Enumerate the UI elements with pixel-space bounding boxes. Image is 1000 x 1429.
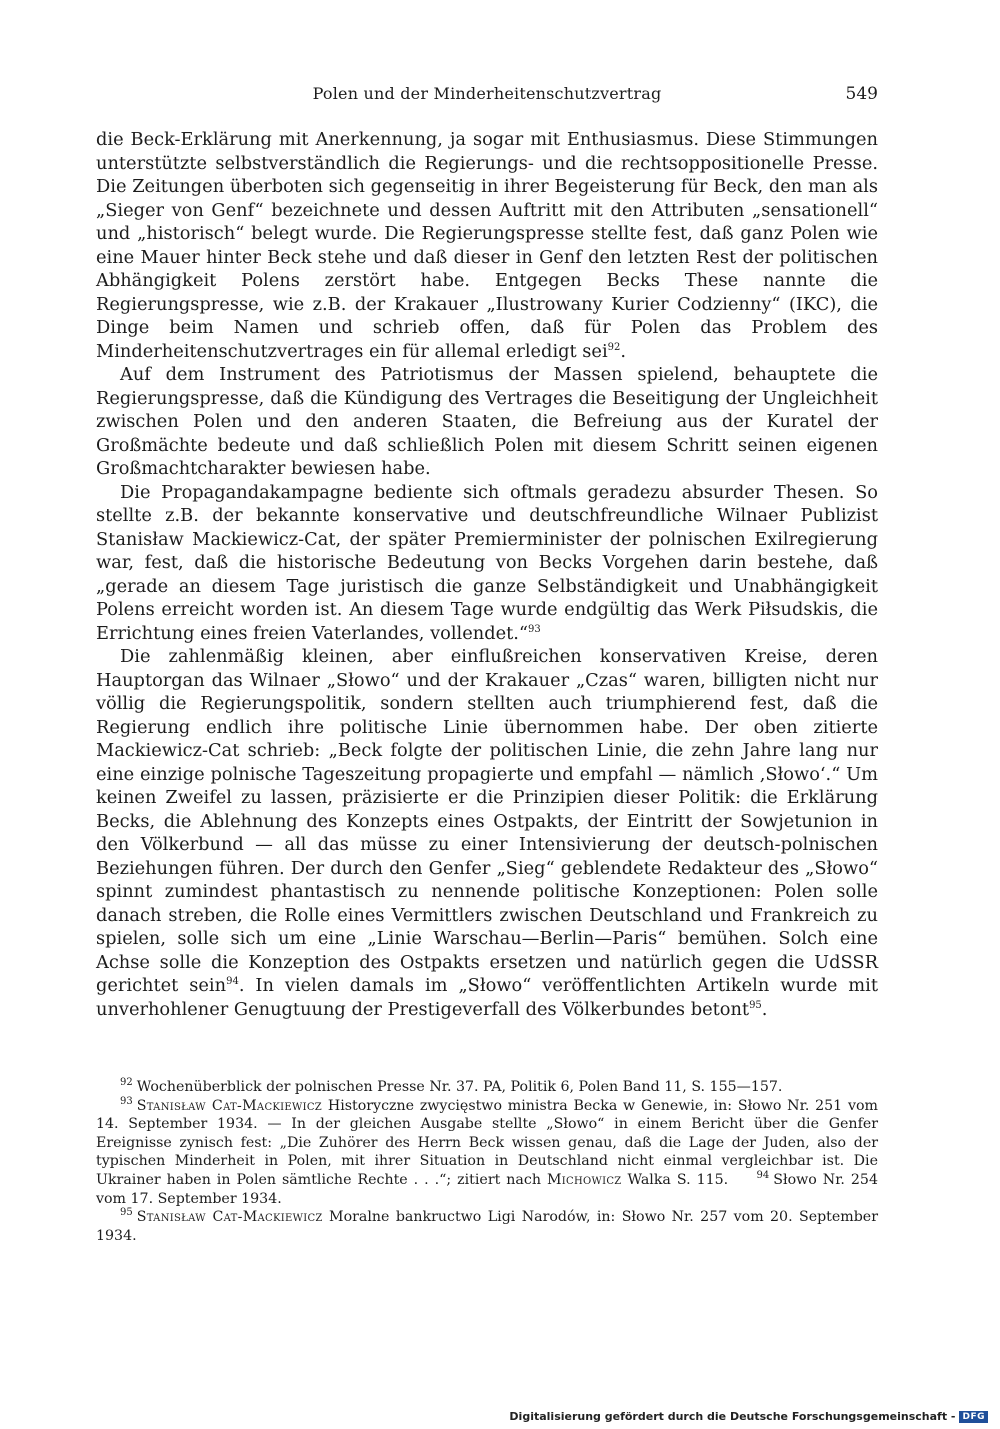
dfg-logo: DFG [959, 1411, 988, 1423]
page-number: 549 [845, 84, 878, 104]
body-text [96, 128, 878, 1021]
footnote-92 [96, 1078, 878, 1097]
footnote-95 [96, 1208, 878, 1245]
paragraph-2-text: Auf dem Instrument des Patriotismus der Massen spielend, behauptete die Regierungspresse, daß die Kündigung des Vertrages die Beseitigung der Ungleichheit zwischen Polen und den anderen Staaten, die Befreiung aus der Kuratel der Großmächte bedeute und daß schließlich Polen mit diesem Schritt seinen eigenen Großmachtcharakter bewiesen habe. [96, 364, 878, 479]
running-head [96, 84, 878, 110]
footnote-93 [96, 1097, 878, 1209]
footnote-93-author-b: Michowicz [546, 1171, 622, 1188]
footnote-95-author: Stanisław Cat-Mackiewicz [136, 1209, 323, 1226]
footnote-92-text: Wochenüberblick der polnischen Presse Nr. 37. PA, Politik 6, Polen Band 11, S. 155—157. [136, 1079, 783, 1095]
note-ref-94: 94 [226, 976, 239, 988]
footnote-95-number: 95 [120, 1207, 133, 1219]
paragraph-4-text-a: Die zahlenmäßig kleinen, aber einflußreichen konservativen Kreise, deren Hauptorgan das Wilnaer „Słowo“ und der Krakauer „Czas“ waren, billigten nicht nur völlig die Regierungspolitik, sondern stellten auch triumphierend fest, daß die Regierung endlich ihre politische Linie übernommen habe. Der oben zitierte Mackiewicz-Cat schrieb: „Beck folgte der politischen Linie, die zehn Jahre lang nur eine einzige polnische Tageszeitung propagierte und empfahl — nämlich ‚Słowo‘.“ Um keinen Zweifel zu lassen, präzisierte er die Prinzipien dieser Politik: die Erklärung Becks, die Ablehnung des Konzepts eines Ostpakts, der Eintritt der Sowjetunion in den Völkerbund — all das müsse zu einer Intensivierung der deutsch-polnischen Beziehungen führen. Der durch den Genfer „Sieg“ geblendete Redakteur des „Słowo“ spinnt zumindest phantastisch zu nennende politische Konzeptionen: Polen solle danach streben, die Rolle eines Vermittlers zwischen Deutschland und Frankreich zu spielen, solle sich um eine „Linie Warschau—Berlin—Paris“ bemühen. Solch eine Achse solle die Konzeption des Ostpakts ersetzen und natürlich gegen die UdSSR gerichtet sein [96, 646, 878, 996]
digitization-credit [509, 1410, 988, 1423]
paragraph-1-end: . [620, 340, 627, 362]
footnote-92-number: 92 [120, 1077, 133, 1089]
credit-text: Digitalisierung gefördert durch die Deutsche Forschungsgemeinschaft - [509, 1410, 956, 1423]
footnotes [96, 1078, 878, 1245]
paragraph-4-end: . [761, 998, 768, 1020]
paragraph-3 [96, 481, 878, 646]
footnote-93-author: Stanisław Cat-Mackiewicz [136, 1097, 323, 1114]
paragraph-4-text-b: . In vielen damals im „Słowo“ veröffentlichten Artikeln wurde mit unverhohlener Genugtuung der Prestigeverfall des Völkerbundes betont [96, 975, 878, 1020]
footnote-94-text: Słowo Nr. 254 vom 17. September 1934. [96, 1171, 878, 1207]
paragraph-1 [96, 128, 878, 363]
note-ref-92: 92 [607, 341, 621, 353]
paragraph-1-text: die Beck-Erklärung mit Anerkennung, ja sogar mit Enthusiasmus. Diese Stimmungen unterstützte selbstverständlich die Regierungs- und die rechtsoppositionelle Presse. Die Zeitungen überboten sich gegenseitig in ihrer Begeisterung für Beck, den man als „Sieger von Genf“ bezeichnete und dessen Auftritt mit den Attributen „sensationell“ und „historisch“ belegt wurde. Die Regierungspresse stellte fest, daß ganz Polen wie eine Mauer hinter Beck stehe und daß dieser in Genf den letzten Rest der politischen Abhängigkeit Polens zerstört habe. Entgegen Becks These nannte die Regierungspresse, wie z.B. der Krakauer „Ilustrowany Kurier Codzienny“ (IKC), die Dinge beim Namen und schrieb offen, daß für Polen das Problem des Minderheitenschutzvertrages ein für allemal erledigt sei [96, 129, 878, 362]
footnote-94-number: 94 [756, 1170, 770, 1182]
note-ref-95: 95 [749, 999, 762, 1011]
running-title: Polen und der Minderheitenschutzvertrag [312, 84, 662, 103]
paragraph-2 [96, 363, 878, 481]
paragraph-4 [96, 645, 878, 1021]
paragraph-3-text: Die Propagandakampagne bediente sich oftmals geradezu absurder Thesen. So stellte z.B. der bekannte konservative und deutschfreundliche Wilnaer Publizist Stanisław Mackiewicz-Cat, der später Premierminister der polnischen Exilregierung war, fest, daß die historische Bedeutung von Becks Vorgehen darin bestehe, daß „gerade an diesem Tage juristisch die ganze Selbständigkeit und Unabhängigkeit Polens erreicht worden ist. An diesem Tage wurde endgültig das Werk Piłsudskis, die Errichtung eines freien Vaterlandes, vollendet.“ [96, 481, 878, 644]
footnote-95-text: Moralne bankructwo Ligi Narodów, in: Słowo Nr. 257 vom 20. September 1934. [96, 1209, 878, 1244]
footnote-93-text-a: Historyczne zwycięstwo ministra Becka w Genewie, in: Słowo Nr. 251 vom 14. September 1934. — In der gleichen Ausgabe stellte „Słowo“ in einem Bericht über die Genfer Ereignisse zynisch fest: „Die Zuhörer des Herrn Beck wissen genau, daß die Lage der Juden, also der typischen Minderheit in Polen, mit ihrer Situation in Deutschland nicht einmal vergleichbar ist. Die Ukrainer haben in Polen sämtliche Rechte . . .“; zitiert nach [96, 1097, 878, 1188]
footnote-93-number: 93 [120, 1095, 133, 1107]
note-ref-93: 93 [528, 623, 541, 635]
footnote-93-text-b: Walka S. 115. [621, 1171, 729, 1188]
